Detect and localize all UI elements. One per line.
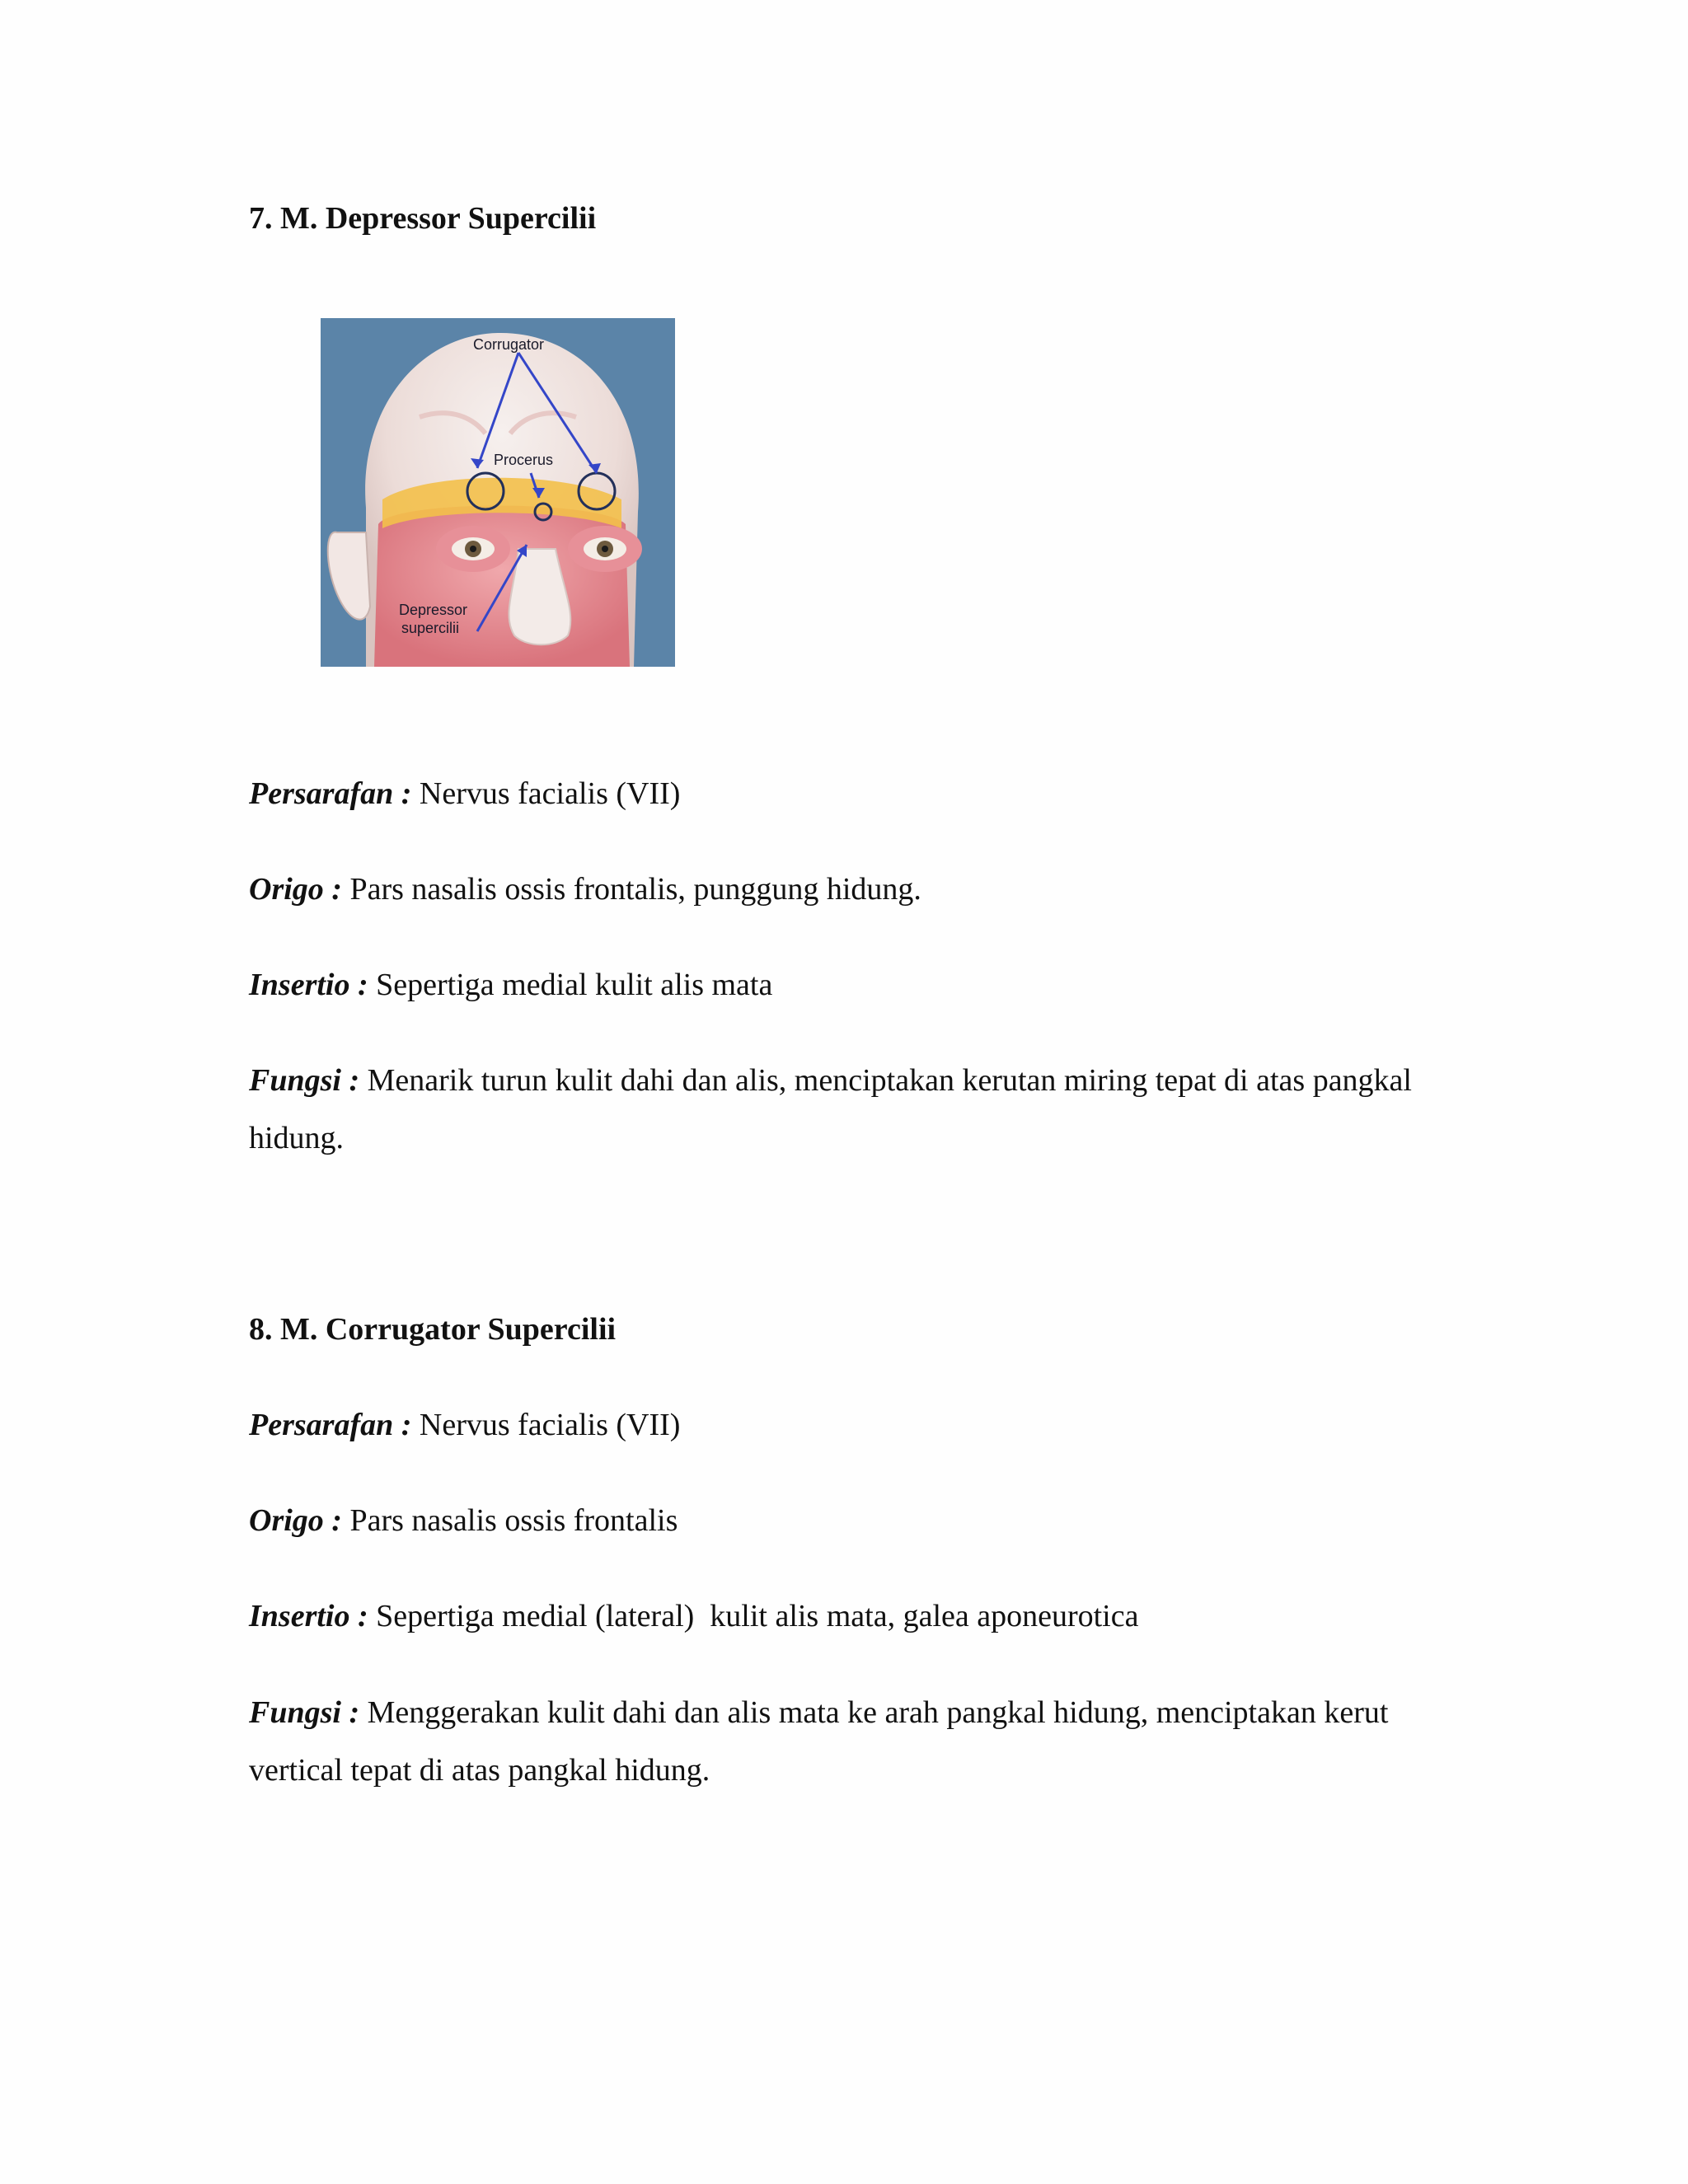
s7-fungsi [249, 1052, 1419, 1167]
s7-origo-label: Origo : [249, 872, 342, 907]
s7-origo-value: Pars nasalis ossis frontalis, punggung hidung. [349, 872, 921, 907]
s8-origo [249, 1492, 1419, 1549]
s7-persarafan-label: Persarafan : [249, 776, 412, 811]
s8-insertio-value: Sepertiga medial (lateral) kulit alis mata, galea aponeurotica [376, 1599, 1139, 1633]
s8-fungsi-label: Fungsi : [249, 1695, 360, 1730]
s8-persarafan [249, 1396, 1419, 1454]
anatomy-figure [321, 318, 675, 667]
s7-insertio [249, 956, 1419, 1014]
s8-fungsi-value: Menggerakan kulit dahi dan alis mata ke arah pangkal hidung, menciptakan kerut vertical tepat di atas pangkal hidung. [249, 1695, 1389, 1788]
s7-persarafan-value: Nervus facialis (VII) [419, 776, 681, 811]
label-depressor-line1: Depressor [399, 602, 468, 618]
s7-origo [249, 860, 1419, 918]
label-procerus: Procerus [494, 452, 554, 468]
s8-persarafan-label: Persarafan : [249, 1408, 412, 1442]
s8-persarafan-value: Nervus facialis (VII) [419, 1408, 681, 1442]
s8-fungsi [249, 1684, 1419, 1799]
s8-origo-value: Pars nasalis ossis frontalis [349, 1503, 678, 1538]
label-corrugator: Corrugator [473, 336, 545, 353]
s8-origo-label: Origo : [249, 1503, 342, 1538]
s7-insertio-value: Sepertiga medial kulit alis mata [376, 968, 773, 1002]
s7-fungsi-value: Menarik turun kulit dahi dan alis, menciptakan kerutan miring tepat di atas pangkal hidung. [249, 1063, 1412, 1155]
s7-insertio-label: Insertio : [249, 968, 368, 1002]
label-depressor-line2: supercilii [401, 620, 460, 636]
section-8-heading: 8. M. Corrugator Supercilii [249, 1312, 617, 1347]
s8-insertio [249, 1587, 1419, 1645]
section-7-heading: 7. M. Depressor Supercilii [249, 201, 597, 236]
s7-fungsi-label: Fungsi : [249, 1063, 360, 1098]
s8-insertio-label: Insertio : [249, 1599, 368, 1633]
s7-persarafan [249, 765, 1419, 823]
